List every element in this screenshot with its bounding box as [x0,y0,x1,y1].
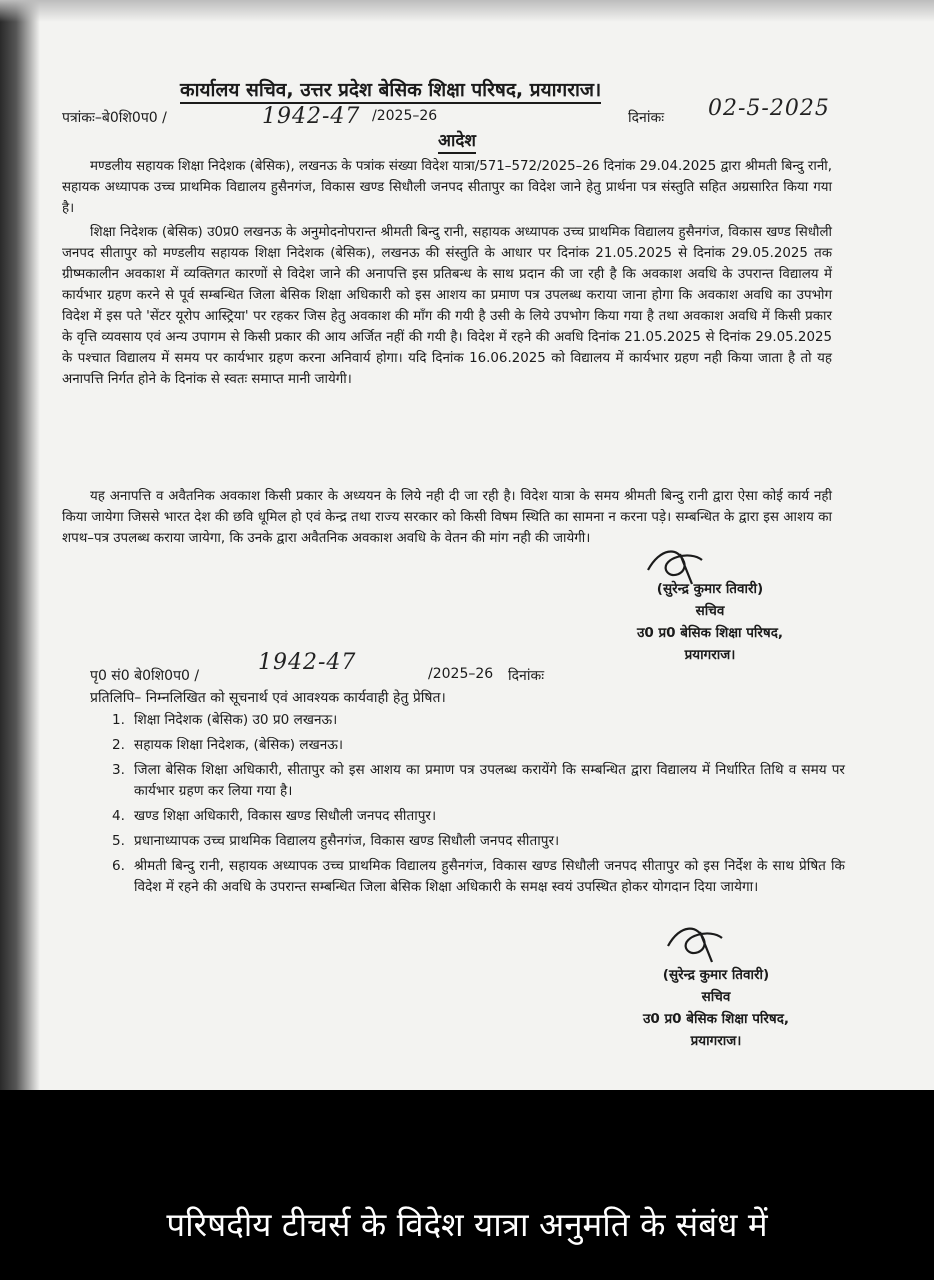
order-title: आदेश [438,130,476,154]
signatory-city: प्रयागराज। [690,1033,742,1049]
copy-intro: प्रतिलिपि– निम्नलिखित को सूचनार्थ एवं आवश्यक कार्यवाही हेतु प्रेषित। [90,690,446,706]
ref-prefix: पत्रांकः–बे0शि0प0 / [62,110,167,126]
ref-number-handwritten: 1942-47 [262,104,361,129]
list-item: 3. जिला बेसिक शिक्षा अधिकारी, सीतापुर को इस आशय का प्रमाण पत्र उपलब्ध करायेंगे कि सम्बन्धित द्वारा विद्यालय में निर्धारित तिथि व समय पर कार्यभार ग्रहण कर लिया गया है। [112,762,845,799]
signature-block-2 [606,964,826,1052]
office-heading: कार्यालय सचिव, उत्तर प्रदेश बेसिक शिक्षा परिषद, प्रयागराज। [180,78,601,104]
copy-ref-number-handwritten: 1942-47 [258,650,357,675]
signatory-city: प्रयागराज। [684,647,736,663]
list-item: 5. प्रधानाध्यापक उच्च प्राथमिक विद्यालय हुसैनगंज, विकास खण्ड सिधौली जनपद सीतापुर। [112,833,560,849]
date-handwritten: 02-5-2025 [708,96,830,121]
list-item: 2. सहायक शिक्षा निदेशक, (बेसिक) लखनऊ। [112,737,344,753]
list-item: 1. शिक्षा निदेशक (बेसिक) उ0 प्र0 लखनऊ। [112,712,338,728]
caption-text: परिषदीय टीचर्स के विदेश यात्रा अनुमति के संबंध में [166,1204,768,1244]
copy-ref-prefix: पृ0 सं0 बे0शि0प0 / [90,668,200,684]
list-item: 4. खण्ड शिक्षा अधिकारी, विकास खण्ड सिधौली जनपद सीतापुर। [112,808,437,824]
signatory-designation: सचिव [701,989,731,1005]
ref-year: /2025–26 [372,108,438,124]
signatory-designation: सचिव [695,603,725,619]
signatory-name: (सुरेन्द्र कुमार तिवारी) [656,581,764,597]
paragraph-3: यह अनापत्ति व अवैतनिक अवकाश किसी प्रकार के अध्ययन के लिये नही दी जा रही है। विदेश यात्रा के समय श्रीमती बिन्दु रानी द्वारा ऐसा कोई कार्य नही किया जायेगा जिससे भारत देश की छवि धूमिल हो एवं केन्द्र तथा राज्य सरकार को किसी विषम स्थिति का सामना न करना पड़े। सम्बन्धित के द्वारा इस आशय का शपथ–पत्र उपलब्ध कराया जायेगा, कि उनके द्वारा अवैतनिक अवकाश अवधि के वेतन की मांग नही की जायेगी। [62,489,832,546]
date-label: दिनांकः [628,110,665,126]
paragraph-1: मण्डलीय सहायक शिक्षा निदेशक (बेसिक), लखनऊ के पत्रांक संख्या विदेश यात्रा/571–572/2025–26 दिनांक 29.04.2025 द्वारा श्रीमती बिन्दु रानी, सहायक अध्यापक उच्च प्राथमिक विद्यालय हुसैनगंज, विकास खण्ड सिधौली जनपद सीतापुर का विदेश जाने हेतु प्रार्थना पत्र संस्तुति सहित अग्रसारित किया गया है। [62,159,832,216]
signatory-name: (सुरेन्द्र कुमार तिवारी) [662,967,770,983]
paragraph-2: शिक्षा निदेशक (बेसिक) उ0प्र0 लखनऊ के अनुमोदनोपरान्त श्रीमती बिन्दु रानी, सहायक अध्यापक उच्च प्राथमिक विद्यालय हुसैनगंज, विकास खण्ड सिधौली जनपद सीतापुर को मण्डलीय सहायक शिक्षा निदेशक (बेसिक), लखनऊ की संस्तुति के आधार पर दिनांक 21.05.2025 से दिनांक 29.05.2025 तक ग्रीष्मकालीन अवकाश में व्यक्तिगत कारणों से विदेश जाने की अनापत्ति इस प्रतिबन्ध के साथ प्रदान की जा रही है कि अवकाश अवधि के उपरान्त विद्यालय में कार्यभार ग्रहण करने से पूर्व सम्बन्धित जिला बेसिक शिक्षा अधिकारी को इस आशय का प्रमाण पत्र उपलब्ध कराया जाना होगा कि अवकाश अवधि का उपभोग विदेश में इस पते 'सेंटर यूरोप आस्ट्रिया' पर रहकर जिस हेतु अवकाश की माँग की गयी है उसी के लिये उपभोग किया गया है तथा अवकाश अवधि में किसी प्रकार के वृत्ति व्यवसाय एवं अन्य उपागम से किसी प्रकार की आय अर्जित नहीं की गयी है। विदेश में रहने की अवधि दिनांक 21.05.2025 से दिनांक 29.05.2025 के पश्चात विद्यालय में समय पर कार्यभार ग्रहण करना अनिवार्य होगा। यदि दिनांक 16.06.2025 को विद्यालय में कार्यभार ग्रहण नही किया जाता है तो यह अनापत्ति निर्गत होने के दिनांक से स्वतः समाप्त मानी जायेगी। [62,225,832,387]
copy-ref-year: /2025–26 [428,666,494,682]
signature-scribble-icon [660,918,740,968]
signatory-org: उ0 प्र0 बेसिक शिक्षा परिषद, [642,1011,789,1027]
copy-recipient-list [100,710,845,902]
list-item: 6. श्रीमती बिन्दु रानी, सहायक अध्यापक उच्च प्राथमिक विद्यालय हुसैनगंज, विकास खण्ड सिधौली जनपद सीतापुर को इस निर्देश के साथ प्रेषित कि विदेश में रहने की अवधि के उपरान्त सम्बन्धित जिला बेसिक शिक्षा अधिकारी के समक्ष स्वयं उपस्थित होकर योगदान दिया जायेगा। [112,858,845,895]
signatory-org: उ0 प्र0 बेसिक शिक्षा परिषद, [636,625,783,641]
caption-band [0,1166,934,1280]
signature-block-1 [600,578,820,666]
copy-date-label: दिनांकः [508,668,545,684]
